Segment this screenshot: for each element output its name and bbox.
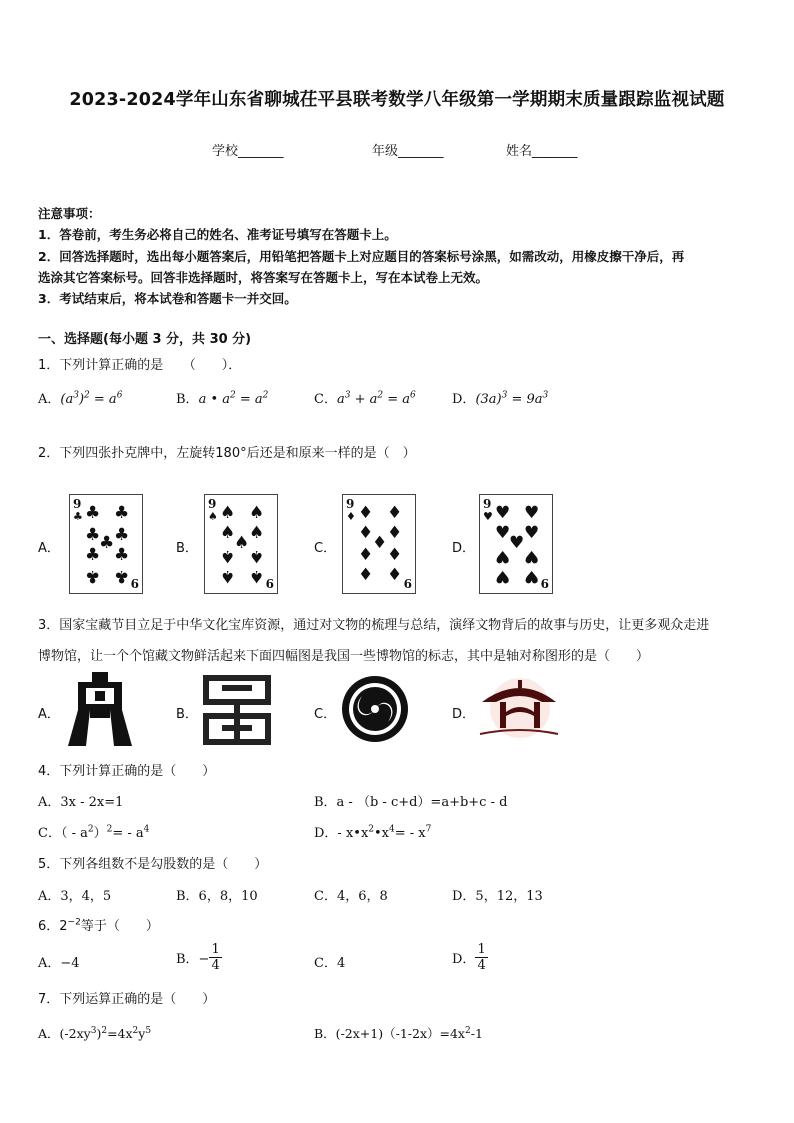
card-rank: 9 [73, 497, 82, 511]
spade-icon: ♠ [249, 546, 265, 566]
spade-icon: ♠ [249, 523, 265, 543]
diamond-icon: ♦ [358, 503, 374, 523]
heart-icon: ♥ [495, 546, 511, 566]
club-icon: ♣ [73, 510, 83, 523]
question-5-stem: 5．下列各组数不是勾股数的是（ ） [38, 857, 268, 872]
spade-icon: ♠ [234, 533, 250, 553]
spade-icon: ♠ [220, 546, 236, 566]
q5-option-b: B．6，8，10 [176, 889, 258, 904]
card-rank-bottom: 6 [265, 577, 274, 591]
q3-label-b: B． [176, 707, 198, 722]
section-heading: 一、选择题(每小题 3 分，共 30 分) [38, 332, 252, 347]
notes-item-3: 3．考试结束后，将本试卷和答题卡一并交回。 [38, 291, 297, 306]
card-9-of-diamonds [342, 494, 416, 594]
q4-option-b: B．a - （b - c+d）=a+b+c - d [314, 795, 508, 810]
spade-icon: ♠ [208, 510, 218, 523]
heart-icon: ♥ [495, 503, 511, 523]
q1-option-d: D．$(3a)^3 = 9a^3$ [452, 390, 549, 407]
museum-logo-b-icon [202, 672, 272, 748]
heart-icon: ♥ [524, 566, 540, 586]
question-2-stem: 2．下列四张扑克牌中，左旋转180°后还是和原来一样的是（ ） [38, 446, 416, 461]
club-icon: ♣ [114, 503, 130, 523]
notes-item-2a: 2．回答选择题时，选出每小题答案后，用铅笔把答题卡上对应题目的答案标号涂黑，如需改动，用橡皮擦干净后，再 [38, 249, 685, 264]
notes-item-1: 1．答卷前，考生务必将自己的姓名、准考证号填写在答题卡上。 [38, 227, 397, 242]
spade-icon: ♠ [220, 566, 236, 586]
club-icon: ♣ [85, 545, 101, 565]
club-icon: ♣ [114, 525, 130, 545]
school-field: 学校_______ [212, 144, 284, 159]
q1-option-a: A．$(a^3)^2 = a^6$ [38, 390, 123, 407]
heart-icon: ♥ [483, 510, 493, 523]
q7-option-b: B．$(-2x+1)(-1-2x)=4x^2-1$ [314, 1025, 483, 1041]
question-4-stem: 4．下列计算正确的是（ ） [38, 764, 216, 779]
spade-icon: ♠ [249, 566, 265, 586]
club-icon: ♣ [85, 503, 101, 523]
card-9-of-clubs [69, 494, 143, 594]
card-rank-bottom: 6 [540, 577, 549, 591]
museum-logo-c-icon [340, 674, 410, 744]
q6-option-c: C．4 [314, 956, 346, 971]
notes-item-2b: 选涂其它答案标号。回答非选择题时，将答案写在答题卡上，写在本试卷上无效。 [38, 270, 489, 285]
q4-option-c: C．（ - $a^2)^2= - a^4$ [38, 824, 150, 841]
diamond-icon: ♦ [358, 565, 374, 585]
q7-option-a: A．$(-2xy^3)^2=4x^2y^5$ [38, 1025, 152, 1041]
question-1-stem: 1．下列计算正确的是 （ ）． [38, 358, 242, 373]
q3-label-d: D． [452, 707, 476, 722]
q2-label-a: A． [38, 541, 60, 556]
heart-icon: ♥ [524, 523, 540, 543]
q6-option-a: A．−4 [38, 956, 80, 971]
q3-label-c: C． [314, 707, 337, 722]
heart-icon: ♥ [495, 523, 511, 543]
club-icon: ♣ [99, 533, 115, 553]
page-title: 2023-2024学年山东省聊城茌平县联考数学八年级第一学期期末质量跟踪监视试题 [69, 90, 725, 110]
question-3-stem-line1: 3．国家宝藏节目立足于中华文化宝库资源，通过对文物的梳理与总结，演绎文物背后的故事与历史，让更多观众走进 [38, 618, 710, 633]
diamond-icon: ♦ [346, 510, 356, 523]
card-rank: 9 [346, 497, 355, 511]
card-rank: 9 [208, 497, 217, 511]
card-rank-bottom: 6 [130, 577, 139, 591]
q6-option-b: B．− $\frac{1}{4}$ [176, 942, 220, 973]
diamond-icon: ♦ [387, 523, 403, 543]
q2-label-b: B． [176, 541, 198, 556]
diamond-icon: ♦ [358, 545, 374, 565]
club-icon: ♣ [114, 545, 130, 565]
name-field: 姓名_______ [506, 144, 578, 159]
heart-icon: ♥ [524, 546, 540, 566]
q5-option-a: A．3，4，5 [38, 889, 112, 904]
grade-field: 年级_______ [372, 144, 444, 159]
diamond-icon: ♦ [358, 523, 374, 543]
question-6-stem: 6．$2^{-2}$等于（ ） [38, 917, 159, 934]
diamond-icon: ♦ [387, 565, 403, 585]
question-3-stem-line2: 博物馆，让一个个馆藏文物鲜活起来下面四幅图是我国一些博物馆的标志，其中是轴对称图形的是（ ） [38, 649, 650, 664]
q1-option-c: C．$a^3 + a^2 = a^6$ [314, 390, 416, 407]
q1-option-b: B．a • $a^2 = a^2$ [176, 390, 269, 407]
diamond-icon: ♦ [372, 533, 388, 553]
club-icon: ♣ [85, 566, 101, 586]
diamond-icon: ♦ [387, 545, 403, 565]
card-9-of-spades [204, 494, 278, 594]
card-rank-bottom: 6 [403, 577, 412, 591]
card-rank: 9 [483, 497, 492, 511]
question-7-stem: 7．下列运算正确的是（ ） [38, 992, 216, 1007]
q6-option-d: D． $\frac{1}{4}$ [452, 942, 486, 973]
club-icon: ♣ [85, 525, 101, 545]
spade-icon: ♠ [249, 503, 265, 523]
museum-logo-d-icon [476, 672, 560, 744]
notes-heading: 注意事项： [38, 206, 101, 221]
diamond-icon: ♦ [387, 503, 403, 523]
q4-option-a: A．3x - 2x=1 [38, 795, 124, 810]
q5-option-d: D．5，12，13 [452, 889, 543, 904]
q2-label-c: C． [314, 541, 337, 556]
q5-option-c: C．4，6，8 [314, 889, 388, 904]
spade-icon: ♠ [220, 523, 236, 543]
card-9-of-hearts [479, 494, 553, 594]
heart-icon: ♥ [509, 533, 525, 553]
spade-icon: ♠ [220, 503, 236, 523]
heart-icon: ♥ [524, 503, 540, 523]
q3-label-a: A． [38, 707, 60, 722]
museum-logo-a-icon [64, 668, 136, 748]
q4-option-d: D．- $x•x^2•x^4= - x^7$ [314, 824, 432, 841]
heart-icon: ♥ [495, 566, 511, 586]
club-icon: ♣ [114, 566, 130, 586]
q2-label-d: D． [452, 541, 476, 556]
